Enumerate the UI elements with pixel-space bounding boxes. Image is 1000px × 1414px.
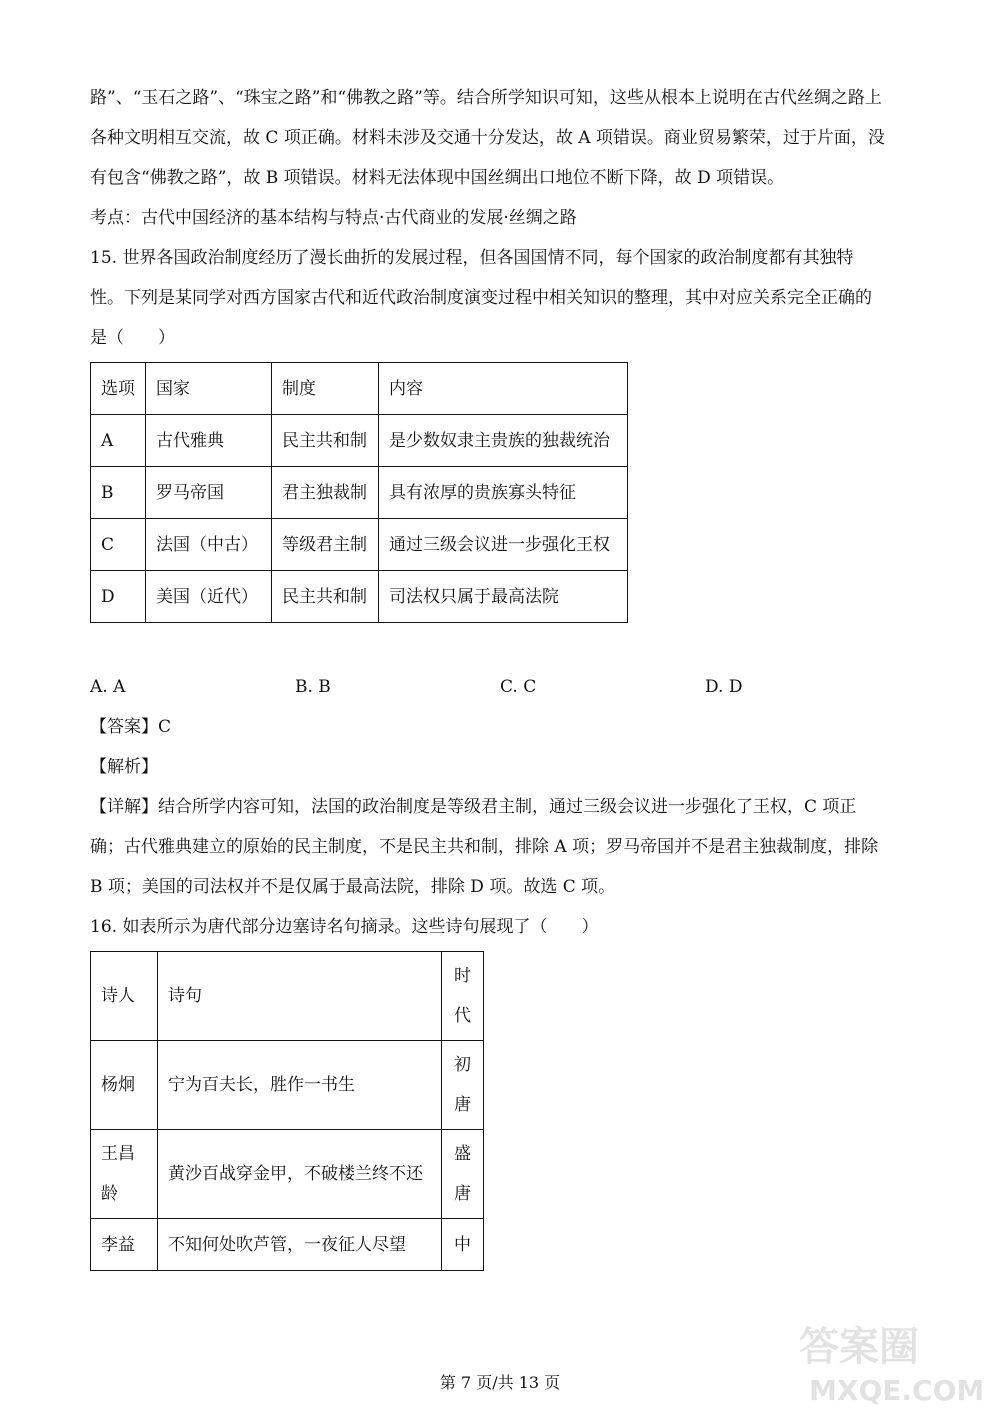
table-header-cell: 诗人 [91,952,158,1041]
table-cell: 罗马帝国 [146,467,272,519]
table-header-cell: 国家 [146,363,272,415]
knowledge-point: 考点：古代中国经济的基本结构与特点·古代商业的发展·丝绸之路 [90,208,577,228]
text-line: 路”、“玉石之路”、“珠宝之路”和“佛教之路”等。结合所学知识可知，这些从根本上说明在古代丝绸之路上 [90,88,882,108]
table-row [91,415,628,467]
table-cell: 王昌龄 [91,1130,158,1219]
previous-answer-explanation [90,78,915,238]
question-stem-line: 是（ ） [90,328,175,348]
option-b: B. B [295,677,331,697]
table-header-row [91,363,628,415]
question-16 [90,907,915,1271]
answer-options [90,667,915,707]
watermark-logo [791,1312,986,1407]
option-a: A. A [90,677,126,697]
table-header-cell: 时代 [442,952,484,1041]
table-cell: 等级君主制 [272,519,379,571]
table-cell: 盛唐 [442,1130,484,1219]
q15-table [90,362,628,623]
table-row [91,1041,484,1130]
detail-line: B 项；美国的司法权并不是仅属于最高法院，排除 D 项。故选 C 项。 [90,877,616,897]
table-cell: A [91,415,146,467]
table-row [91,1219,484,1271]
table-cell: C [91,519,146,571]
document-page [90,78,915,1271]
table-header-cell: 内容 [379,363,628,415]
table-cell: 初唐 [442,1041,484,1130]
text-line: 各种文明相互交流，故 C 项正确。材料未涉及交通十分发达，故 A 项错误。商业贸易繁荣，过于片面，没 [90,128,885,148]
detail-line: 确；古代雅典建立的原始的民主制度，不是民主共和制，排除 A 项；罗马帝国并不是君主独裁制度，排除 [90,837,879,857]
table-row [91,467,628,519]
table-cell: 法国（中古） [146,519,272,571]
table-row [91,571,628,623]
option-d: D. D [705,677,743,697]
analysis-label: 【解析】 [90,757,158,777]
table-header-cell: 诗句 [158,952,442,1041]
table-cell: 民主共和制 [272,571,379,623]
text-line: 有包含“佛教之路”，故 B 项错误。材料无法体现中国丝绸出口地位不断下降，故 D 项错误。 [90,168,785,188]
watermark-url-text: MXQE.COM [809,1374,985,1407]
table-cell: 君主独裁制 [272,467,379,519]
page-footer: 第 7 页/共 13 页 [439,1373,561,1392]
table-cell: 杨炯 [91,1041,158,1130]
question-stem-line: 性。下列是某同学对西方国家古代和近代政治制度演变过程中相关知识的整理，其中对应关系完全正确的 [90,288,872,308]
table-cell: 宁为百夫长，胜作一书生 [158,1041,442,1130]
q16-table [90,951,484,1271]
table-cell: 古代雅典 [146,415,272,467]
table-row [91,1130,484,1219]
table-cell: 是少数奴隶主贵族的独裁统治 [379,415,628,467]
table-cell: 黄沙百战穿金甲，不破楼兰终不还 [158,1130,442,1219]
question-stem: 16. 如表所示为唐代部分边塞诗名句摘录。这些诗句展现了（ ） [90,917,599,937]
watermark-logo-text: 答案圈 [799,1324,919,1370]
table-header-cell: 选项 [91,363,146,415]
table-cell: 通过三级会议进一步强化王权 [379,519,628,571]
table-cell: 美国（近代） [146,571,272,623]
table-header-cell: 制度 [272,363,379,415]
table-row [91,519,628,571]
table-cell: 司法权只属于最高法院 [379,571,628,623]
answer-line: 【答案】C [90,717,172,737]
table-cell: 民主共和制 [272,415,379,467]
table-cell: B [91,467,146,519]
table-cell: 中 [442,1219,484,1271]
detail-line: 【详解】结合所学内容可知，法国的政治制度是等级君主制，通过三级会议进一步强化了王权，C 项正 [90,797,857,817]
table-cell: 不知何处吹芦管，一夜征人尽望 [158,1219,442,1271]
table-cell: 李益 [91,1219,158,1271]
table-cell: D [91,571,146,623]
table-cell: 具有浓厚的贵族寡头特征 [379,467,628,519]
question-stem-line: 15. 世界各国政治制度经历了漫长曲折的发展过程，但各国国情不同，每个国家的政治制度都有其独特 [90,248,854,268]
table-header-row [91,952,484,1041]
question-15 [90,238,915,907]
option-c: C. C [500,677,537,697]
